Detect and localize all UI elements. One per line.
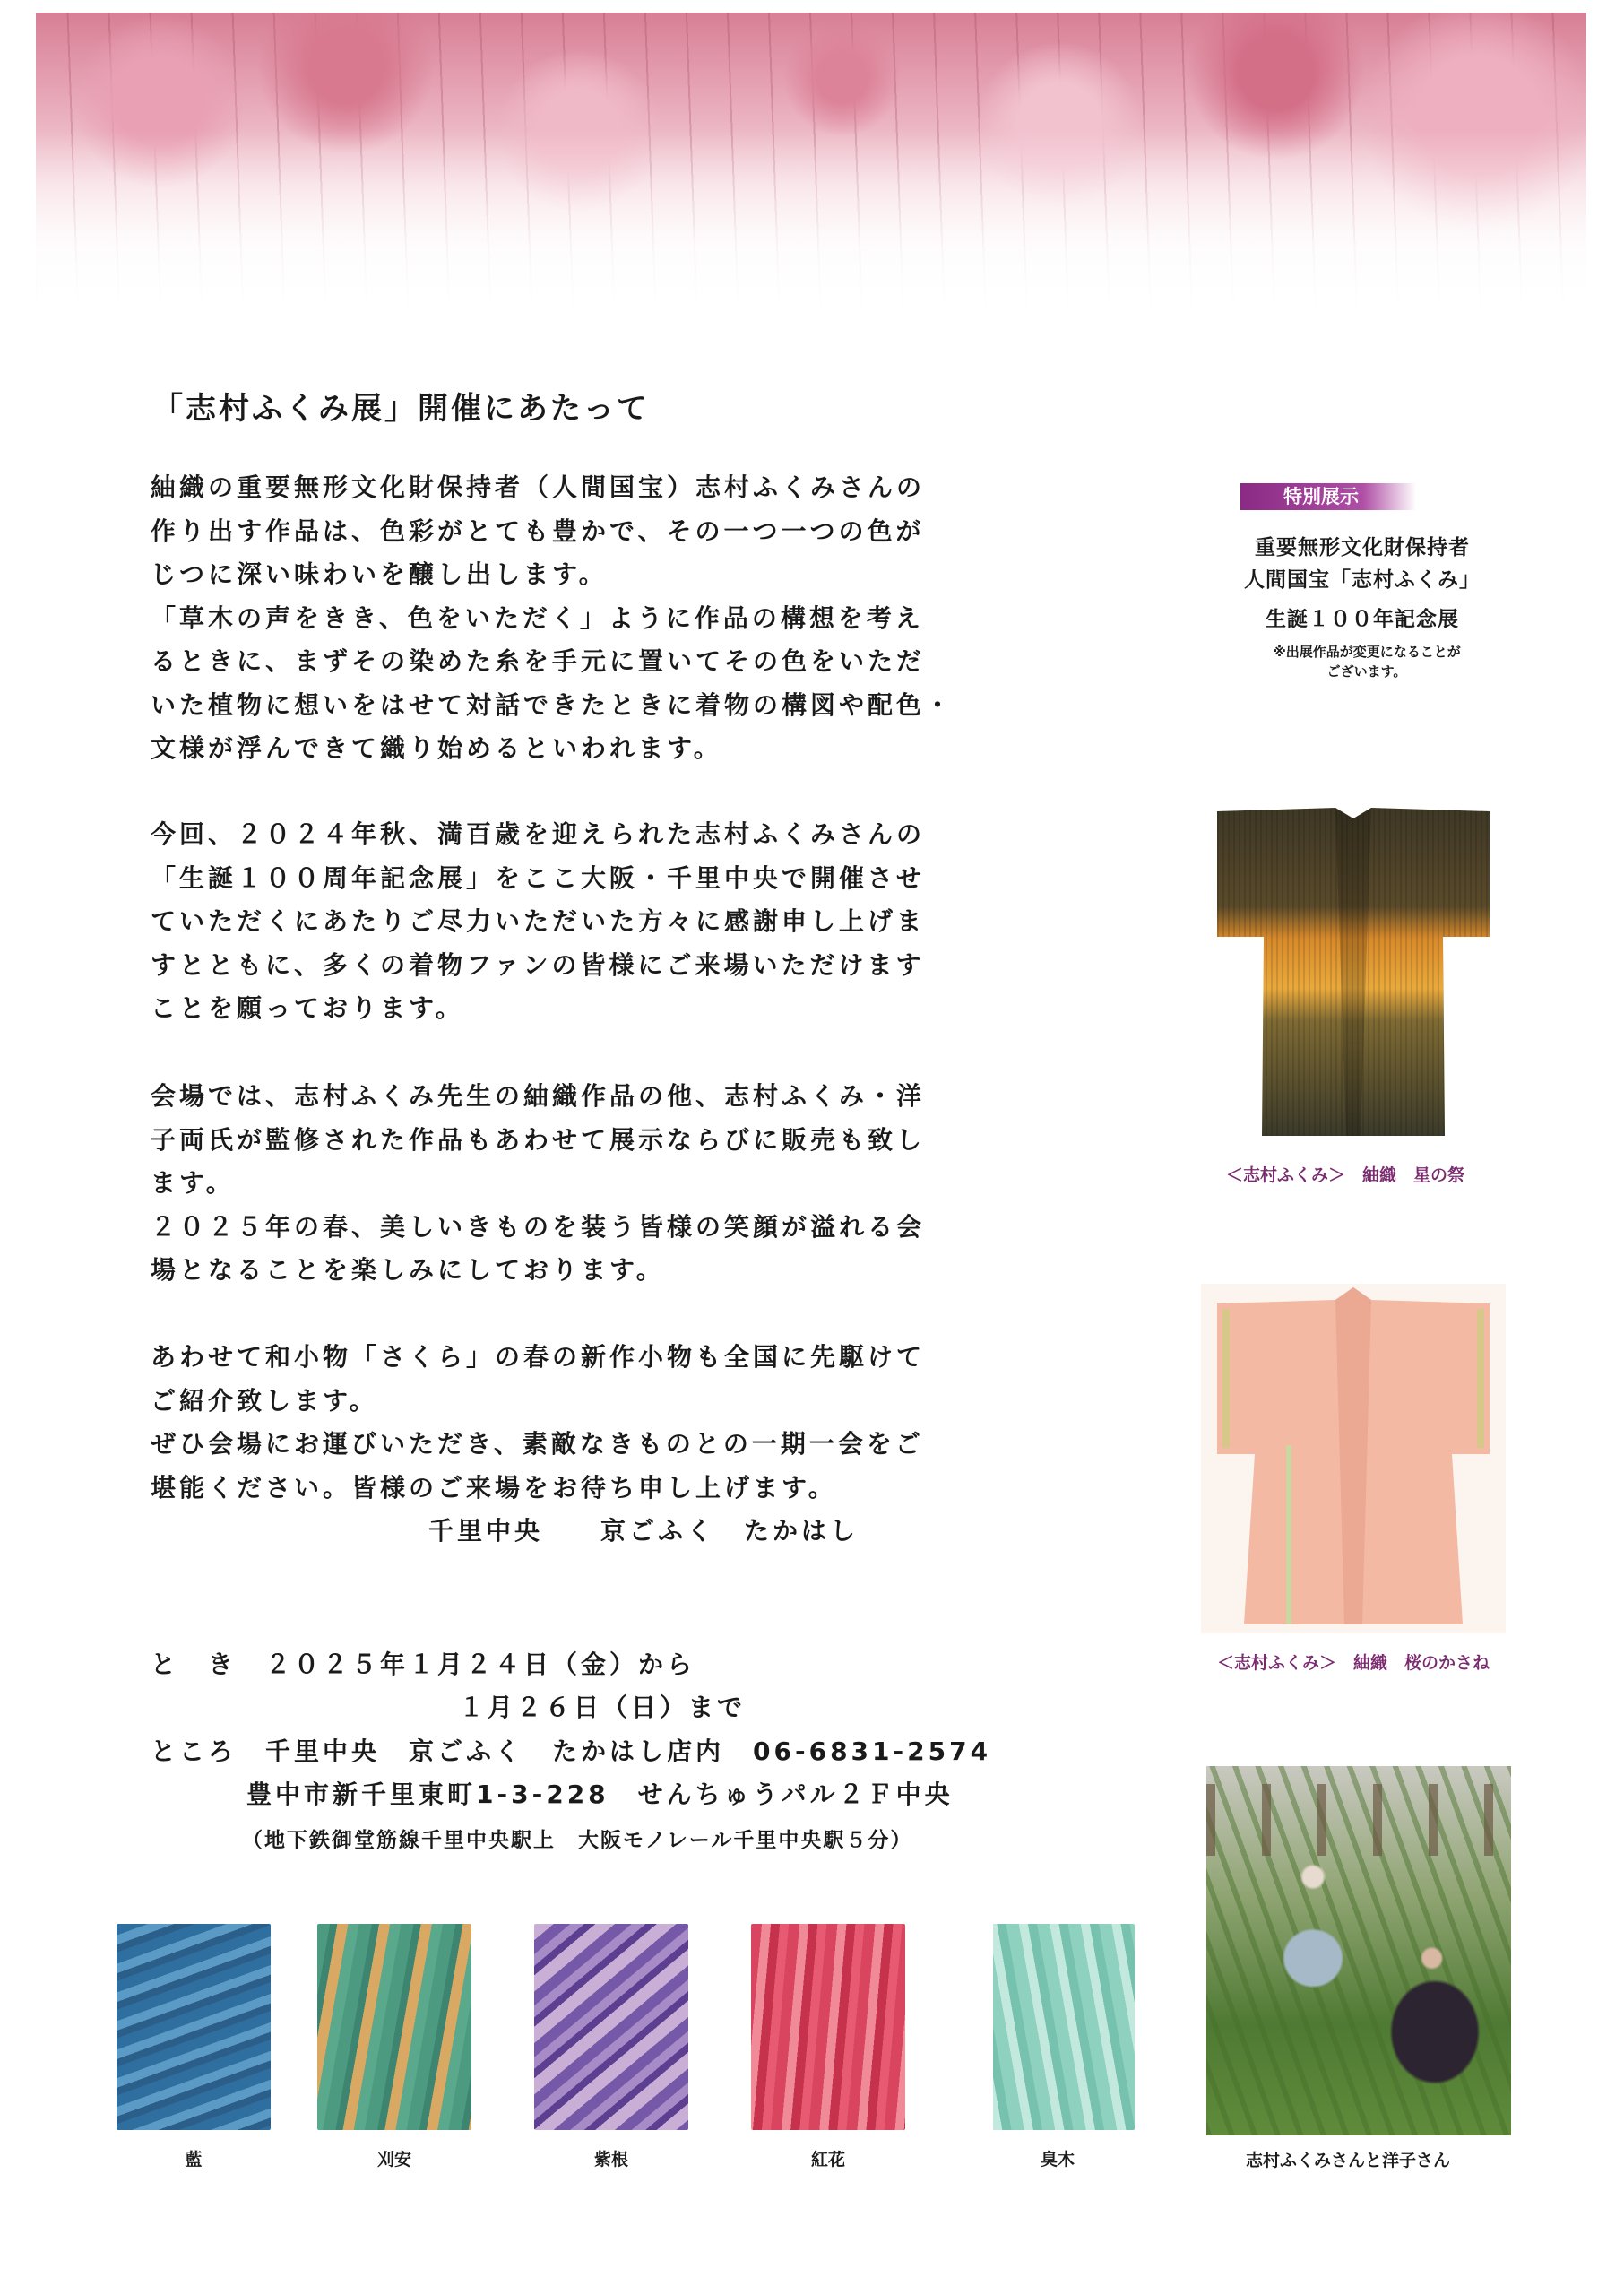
- text-line: 今回、２０２４年秋、満百歳を迎えられた志村ふくみさんの: [151, 819, 926, 849]
- special-exhibit-badge: 特別展示: [1240, 483, 1416, 510]
- sidebar-line: 生誕１００年記念展: [1266, 608, 1459, 631]
- yarn-label-kusagi: 臭木: [1040, 2150, 1075, 2169]
- yarn-label-shikon: 紫根: [593, 2150, 628, 2169]
- shop-signature: 千里中央 京ごふく たかはし: [428, 1516, 860, 1546]
- kimono-sakura-no-kasane-image: [1201, 1284, 1506, 1633]
- photo-caption: 志村ふくみさんと洋子さん: [1246, 2151, 1451, 2170]
- yarn-label-benibana: 紅花: [810, 2150, 845, 2169]
- kariyasu-yarn-image: [317, 1924, 471, 2130]
- text-line: じつに深い味わいを醸し出します。: [151, 559, 608, 589]
- text-line: 「生誕１００周年記念展」をここ大阪・千里中央で開催させ: [151, 862, 926, 893]
- text-line: 作り出す作品は、色彩がとても豊かで、その一つ一つの色が: [151, 515, 925, 546]
- kimono-hoshi-no-matsuri-image: [1201, 802, 1506, 1143]
- event-date: と き ２０２５年１月２４日（金）から: [151, 1650, 696, 1679]
- yarn-label-kariyasu: 刈安: [376, 2150, 411, 2169]
- text-line: ことを願っております。: [151, 993, 464, 1023]
- kimono1-caption: ＜志村ふくみ＞ 紬織 星の祭: [1226, 1165, 1465, 1185]
- text-line: ぜひ会場にお運びいただき、素敵なきものとの一期一会をご: [151, 1429, 924, 1459]
- event-date-end: １月２６日（日）まで: [459, 1693, 747, 1722]
- text-line: 子両氏が監修された作品もあわせて展示ならびに販売も致し: [151, 1124, 926, 1155]
- text-line: ます。: [151, 1168, 235, 1198]
- event-place: ところ 千里中央 京ごふく たかはし店内 06-6831-2574: [151, 1736, 992, 1766]
- kusagi-yarn-image: [980, 1924, 1135, 2130]
- sidebar-line: 重要無形文化財保持者: [1255, 536, 1470, 559]
- kimono2-caption: ＜志村ふくみ＞ 紬織 桜のかさね: [1217, 1653, 1490, 1673]
- text-line: 堪能ください。皆様のご来場をお待ち申し上げます。: [151, 1472, 837, 1503]
- sidebar-line: 人間国宝「志村ふくみ」: [1244, 568, 1481, 592]
- text-line: ていただくにあたりご尽力いただいた方々に感謝申し上げま: [151, 906, 926, 936]
- sidebar-note: ※出展作品が変更になることが: [1273, 644, 1461, 660]
- event-address: 豊中市新千里東町1-3-228 せんちゅうパル２Ｆ中央: [246, 1780, 954, 1809]
- text-line: 「草木の声をきき、色をいただく」ように作品の構想を考え: [151, 602, 924, 633]
- event-access: （地下鉄御堂筋線千里中央駅上 大阪モノレール千里中央駅５分）: [242, 1829, 913, 1852]
- shikon-yarn-image: [534, 1924, 688, 2130]
- benibana-yarn-image: [751, 1924, 905, 2130]
- page-title: 「志村ふくみ展」開催にあたって: [152, 391, 650, 427]
- text-line: るときに、まずその染めた糸を手元に置いてその色をいただ: [151, 646, 926, 676]
- text-line: 会場では、志村ふくみ先生の紬織作品の他、志村ふくみ・洋: [151, 1081, 926, 1111]
- intro-paragraph: [151, 466, 955, 771]
- venue-paragraph: [151, 1075, 926, 1293]
- text-line: ２０２５年の春、美しいきものを装う皆様の笑顔が溢れる会: [151, 1211, 926, 1242]
- ai-yarn-image: [117, 1924, 271, 2130]
- text-line: あわせて和小物「さくら」の春の新作小物も全国に先駆けて: [151, 1342, 926, 1372]
- text-line: 文様が浮んできて織り始めるといわれます。: [151, 733, 722, 763]
- text-line: いた植物に想いをはせて対話できたときに着物の構図や配色・: [151, 689, 955, 720]
- text-line: 場となることを楽しみにしております。: [151, 1255, 665, 1285]
- photo-fence-decoration: [1206, 1784, 1511, 1856]
- text-line: 紬織の重要無形文化財保持者（人間国宝）志村ふくみさんの: [151, 472, 926, 502]
- text-line: すとともに、多くの着物ファンの皆様にご来場いただけます: [151, 949, 925, 980]
- anniversary-paragraph: [151, 813, 926, 1031]
- cherry-blossom-banner: [36, 13, 1586, 308]
- sidebar-note: ございます。: [1326, 663, 1407, 680]
- text-line: ご紹介致します。: [151, 1385, 378, 1416]
- yarn-label-ai: 藍: [185, 2150, 203, 2169]
- sakura-paragraph: [151, 1336, 926, 1510]
